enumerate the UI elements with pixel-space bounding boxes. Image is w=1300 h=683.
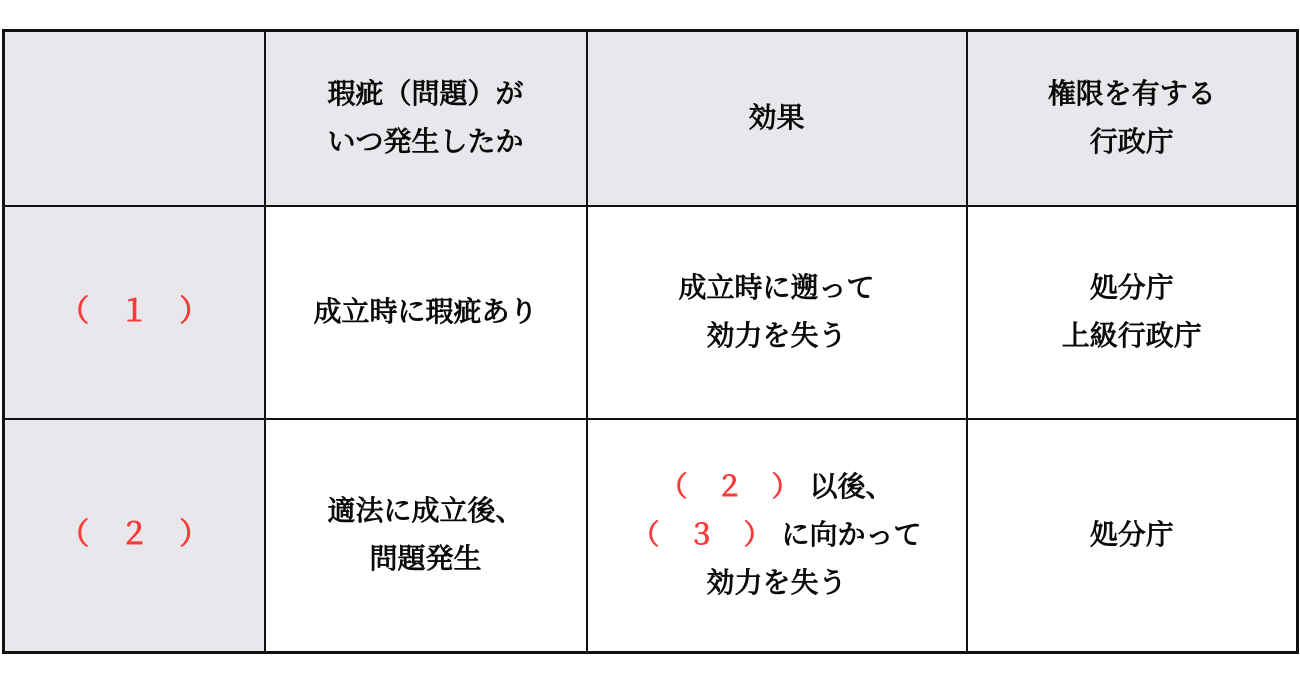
row2-authority-text: 処分庁: [1089, 518, 1174, 552]
row1-when-text: 成立時に瑕疵あり: [313, 295, 538, 328]
row1-when-cell: [265, 206, 587, 419]
header-row: [4, 31, 1298, 206]
row1-label-cell: [4, 206, 265, 419]
row2-when-line-1: 適法に成立後、: [327, 494, 524, 528]
row2-when-line-2: 問題発生: [369, 542, 482, 576]
header-cell-effect: [587, 31, 967, 206]
row2-effect-line-2-text: に向かって: [781, 518, 922, 552]
comparison-table: [2, 29, 1299, 654]
header-authority-line-1: 権限を有する: [1047, 77, 1216, 111]
header-when-line-2: いつ発生したか: [327, 125, 524, 159]
header-cell-authority: [967, 31, 1298, 206]
row2-label-cell: [4, 419, 265, 653]
row1-effect-line-2: 効力を失う: [706, 319, 847, 352]
row2-when-cell: [265, 419, 587, 653]
table-row-1: [4, 206, 1298, 419]
row1-blank-label: （ １ ）: [59, 294, 210, 329]
table-row-2: [4, 419, 1298, 653]
row1-effect-cell: [587, 206, 967, 419]
header-cell-blank: [4, 31, 265, 206]
row1-authority-line-2: 上級行政庁: [1061, 319, 1202, 352]
row2-effect-line-1: [594, 463, 960, 511]
row2-effect-line-3: 効力を失う: [706, 566, 847, 600]
row1-authority-cell: [967, 206, 1298, 419]
row2-authority-cell: [967, 419, 1298, 653]
header-authority-line-2: 行政庁: [1089, 125, 1174, 159]
row2-effect-line-1-text: 以後、: [809, 470, 894, 504]
row1-effect-line-1: 成立時に遡って: [678, 271, 875, 304]
header-when-line-1: 瑕疵（問題）が: [327, 77, 524, 111]
row2-effect-blank-3: （ ３ ）: [631, 518, 772, 552]
header-effect-label: 効果: [748, 101, 805, 135]
row2-blank-label: （ ２ ）: [59, 517, 210, 553]
row2-effect-line-2: [594, 511, 960, 559]
row2-effect-blank-2: （ ２ ）: [659, 470, 800, 504]
row1-authority-line-1: 処分庁: [1089, 271, 1174, 304]
header-cell-when: [265, 31, 587, 206]
row2-effect-cell: [587, 419, 967, 653]
